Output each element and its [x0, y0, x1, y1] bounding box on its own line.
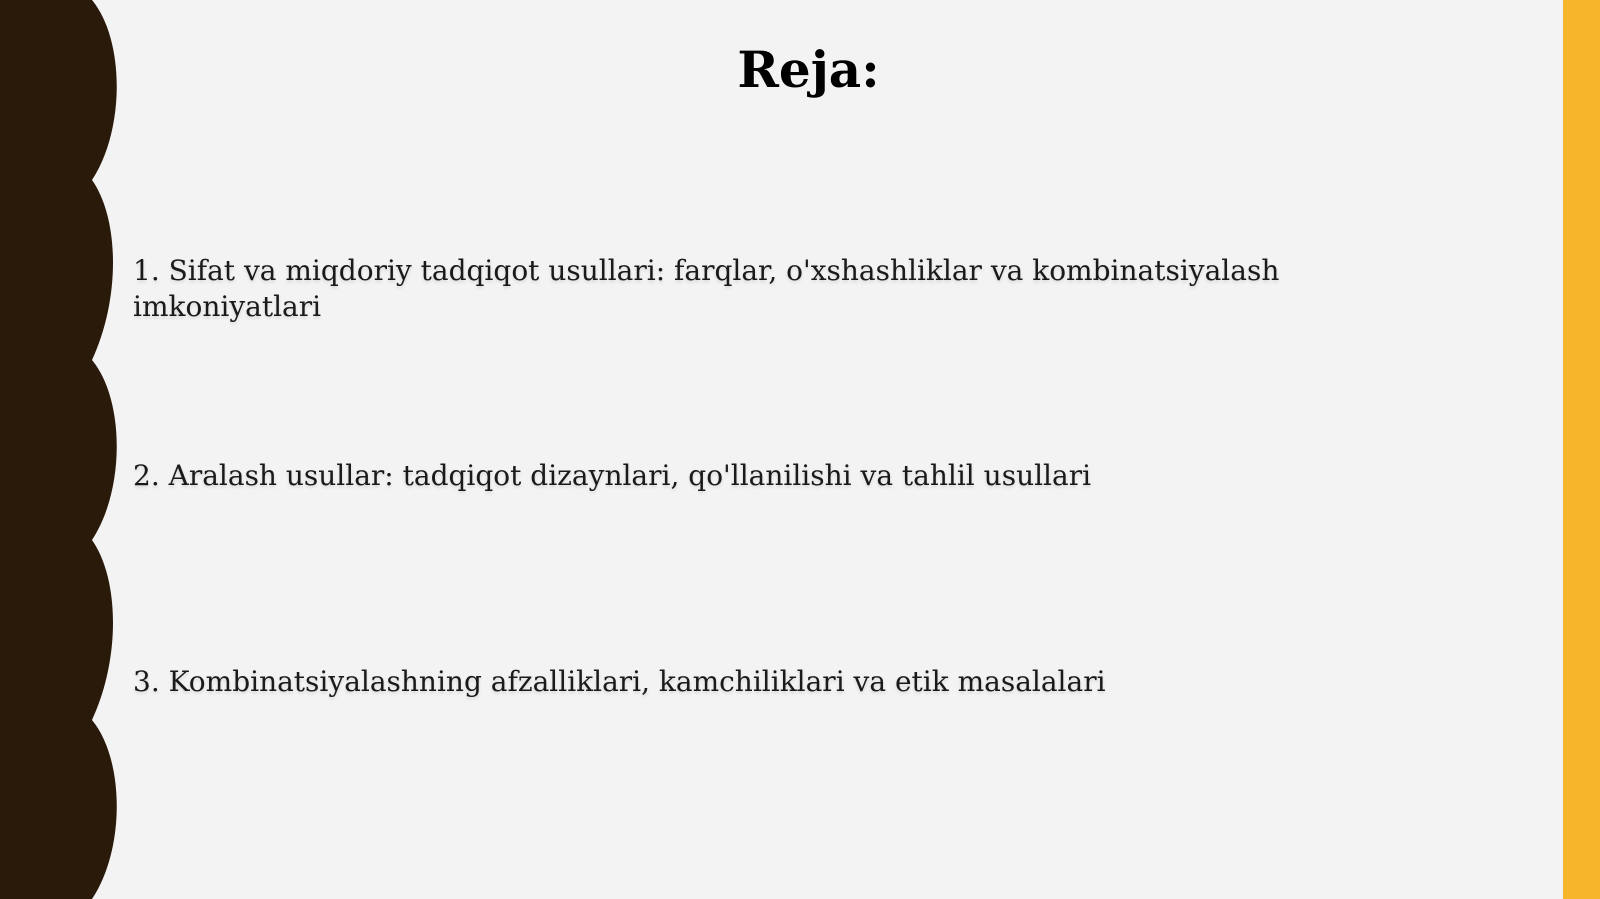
plan-item-1: 1. Sifat va miqdoriy tadqiqot usullari: farqlar, o'xshashliklar va kombinatsiyalash imkoniyatlari	[133, 254, 1280, 323]
plan-item-2: 2. Aralash usullar: tadqiqot dizaynlari, qo'llanilishi va tahlil usullari	[133, 459, 1092, 492]
wave-border-shape	[0, 0, 117, 899]
wave-border-decoration	[0, 0, 130, 899]
accent-bar	[1563, 0, 1600, 899]
plan-item-3: 3. Kombinatsiyalashning afzalliklari, kamchiliklari va etik masalalari	[133, 665, 1106, 698]
slide-title: Reja:	[737, 40, 880, 99]
